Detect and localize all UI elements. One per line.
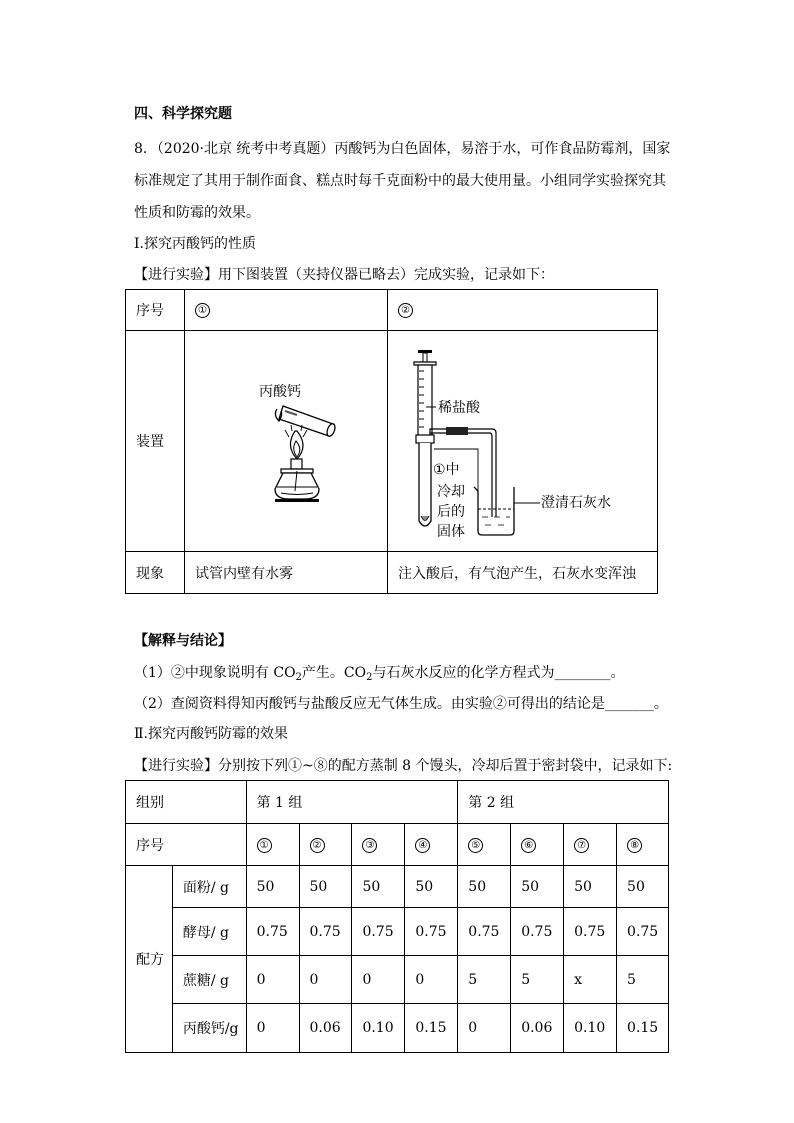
calcium-propionate-label: 丙酸钙	[259, 384, 302, 400]
cell: 50	[564, 866, 617, 908]
question-line-1: 8．（2020·北京 统考中考真题）丙酸钙为白色固体，易溶于水，可作食品防霉剂，国家	[134, 141, 671, 157]
conclusion-title: 【解释与结论】	[134, 633, 232, 649]
seq-cell: ④	[405, 824, 458, 866]
group-label: 组别	[126, 781, 247, 824]
cell: 0	[246, 1004, 299, 1053]
part2-intro: 【进行实验】分别按下列①~⑧的配方蒸制 8 个馒头，冷却后置于密封袋中，记录如下:	[134, 758, 673, 774]
seq-cell: ⑤	[458, 824, 511, 866]
seq-cell: ⑦	[564, 824, 617, 866]
solid-label-4: 固体	[437, 524, 466, 540]
cell: 50	[458, 866, 511, 908]
cell: 0.75	[564, 908, 617, 956]
table1-phenomenon-2: 注入酸后，有气泡产生，石灰水变浑浊	[388, 552, 658, 594]
row-name: 蔗糖/ g	[172, 956, 246, 1004]
flame-icon	[285, 425, 307, 459]
solid-label-2: 冷却	[437, 484, 466, 500]
cell: 0.06	[299, 1004, 352, 1053]
table1-header-col1: ①	[185, 290, 388, 331]
reaction-tube-icon	[416, 435, 434, 526]
solid-label-1: ①中	[433, 462, 460, 478]
cell: 0.10	[564, 1004, 617, 1053]
question-line-3: 性质和防霉的效果。	[134, 205, 260, 221]
group-1: 第 1 组	[246, 781, 458, 824]
cell: 0	[405, 956, 458, 1004]
question-line-2: 标准规定了其用于制作面食、糕点时每千克面粉中的最大使用量。小组同学实验探究其	[134, 173, 666, 189]
cell: 50	[246, 866, 299, 908]
experiment-table-2	[125, 780, 669, 1053]
cell: 50	[511, 866, 564, 908]
cell: 0.75	[352, 908, 405, 956]
beaker-icon	[474, 487, 514, 535]
cell: 0	[299, 956, 352, 1004]
cell: 0.75	[617, 908, 669, 956]
row-name: 酵母/ g	[172, 908, 246, 956]
cell: 5	[458, 956, 511, 1004]
table1-header-col2: ②	[388, 290, 658, 331]
cell: 0.75	[246, 908, 299, 956]
conclusion-2: （2）查阅资料得知丙酸钙与盐酸反应无气体生成。由实验②可得出的结论是_______。	[134, 696, 668, 712]
seq-label: 序号	[126, 824, 247, 866]
seq-cell: ②	[299, 824, 352, 866]
heating-apparatus-diagram	[185, 331, 388, 552]
acid-label: 稀盐酸	[438, 400, 481, 416]
gas-test-apparatus-diagram	[388, 331, 658, 552]
recipe-label: 配方	[126, 866, 173, 1053]
cell: 5	[617, 956, 669, 1004]
cell: 0.06	[511, 1004, 564, 1053]
alcohol-lamp-icon	[275, 459, 319, 502]
gas-test-apparatus-svg	[388, 331, 656, 547]
table1-phenomenon-label: 现象	[126, 552, 185, 594]
seq-cell: ⑥	[511, 824, 564, 866]
cell: 50	[299, 866, 352, 908]
cell: 50	[405, 866, 458, 908]
part2-title: Ⅱ.探究丙酸钙防霉的效果	[134, 726, 288, 742]
table1-apparatus-label: 装置	[126, 331, 185, 552]
cell: 0.15	[617, 1004, 669, 1053]
part1-intro: 【进行实验】用下图装置（夹持仪器已略去）完成实验，记录如下：	[134, 267, 554, 283]
cell: 0.75	[458, 908, 511, 956]
cell: 0.75	[511, 908, 564, 956]
group-2: 第 2 组	[458, 781, 669, 824]
seq-cell: ⑧	[617, 824, 669, 866]
heating-apparatus-svg	[185, 331, 387, 547]
cell: 0.10	[352, 1004, 405, 1053]
cell: 5	[511, 956, 564, 1004]
cell: 0	[246, 956, 299, 1004]
section-title: 四、科学探究题	[134, 106, 232, 122]
cell: 0	[352, 956, 405, 1004]
part1-title: I.探究丙酸钙的性质	[134, 236, 256, 252]
cell: 50	[352, 866, 405, 908]
cell: x	[564, 956, 617, 1004]
table1-phenomenon-1: 试管内壁有水雾	[185, 552, 388, 594]
conclusion-1: （1）②中现象说明有 $CO_2$产生。$CO_2$与石灰水反应的化学方程式为________。	[134, 665, 625, 683]
seq-cell: ①	[246, 824, 299, 866]
cell: 0.75	[299, 908, 352, 956]
seq-cell: ③	[352, 824, 405, 866]
cell: 0.75	[405, 908, 458, 956]
table1-header-label: 序号	[126, 290, 185, 331]
limewater-label: 澄清石灰水	[541, 495, 612, 511]
solid-label-3: 后的	[437, 504, 466, 520]
row-name: 面粉/ g	[172, 866, 246, 908]
row-name: 丙酸钙/g	[172, 1004, 246, 1053]
experiment-table-1	[125, 289, 658, 594]
cell: 50	[617, 866, 669, 908]
cell: 0.15	[405, 1004, 458, 1053]
cell: 0	[458, 1004, 511, 1053]
